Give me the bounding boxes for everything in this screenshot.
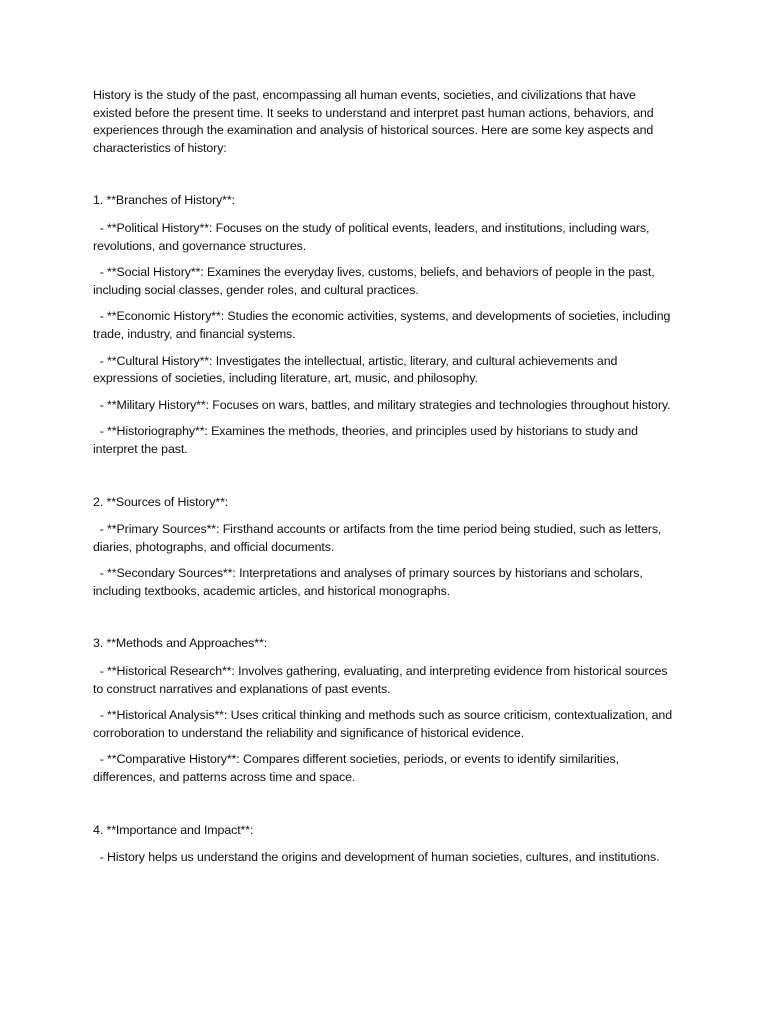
list-item: - History helps us understand the origins and development of human societies, cultures, and institutions. [93,850,660,865]
list-item: - **Primary Sources**: Firsthand accounts or artifacts from the time period being studied, such as letters, diaries, photographs, and official documents. [93,522,665,554]
section-heading-branches: 1. **Branches of History**: [93,193,235,208]
list-item: - **Historiography**: Examines the methods, theories, and principles used by historians to study and interpret the past. [93,424,642,456]
list-item: - **Comparative History**: Compares different societies, periods, or events to identify similarities, differences, and patterns across time and space. [93,752,623,785]
intro-paragraph: History is the study of the past, encompassing all human events, societies, and civilizations that have existed before the present time. It seeks to understand and interpret past human actions, behaviors, and experiences through the examination and analysis of historical sources. Here are some key aspects and characteristics of history: [93,88,657,155]
list-item: - **Social History**: Examines the everyday lives, customs, beliefs, and behaviors of people in the past, including social classes, gender roles, and cultural practices. [93,265,658,297]
list-item: - **Historical Research**: Involves gathering, evaluating, and interpreting evidence from historical sources to construct narratives and explanations of past events. [93,664,671,696]
section-heading-methods: 3. **Methods and Approaches**: [93,636,268,651]
list-item: - **Economic History**: Studies the economic activities, systems, and developments of societies, including trade, industry, and financial systems. [93,309,674,341]
list-item: - **Secondary Sources**: Interpretations and analyses of primary sources by historians and scholars, including textbooks, academic articles, and historical monographs. [93,566,647,598]
section-heading-sources: 2. **Sources of History**: [93,494,229,509]
section-heading-importance: 4. **Importance and Impact**: [93,822,254,837]
list-item: - **Political History**: Focuses on the study of political events, leaders, and institutions, including wars, revolutions, and governance structures. [93,220,653,253]
list-item: - **Military History**: Focuses on wars, battles, and military strategies and technologies throughout history. [93,397,671,412]
list-item: - **Cultural History**: Investigates the intellectual, artistic, literary, and cultural achievements and expressions of societies, including literature, art, music, and philosophy. [93,353,621,386]
document-page [93,87,676,876]
list-item: - **Historical Analysis**: Uses critical thinking and methods such as source criticism, contextualization, and corroboration to understand the reliability and significance of historical evidence. [93,708,676,740]
